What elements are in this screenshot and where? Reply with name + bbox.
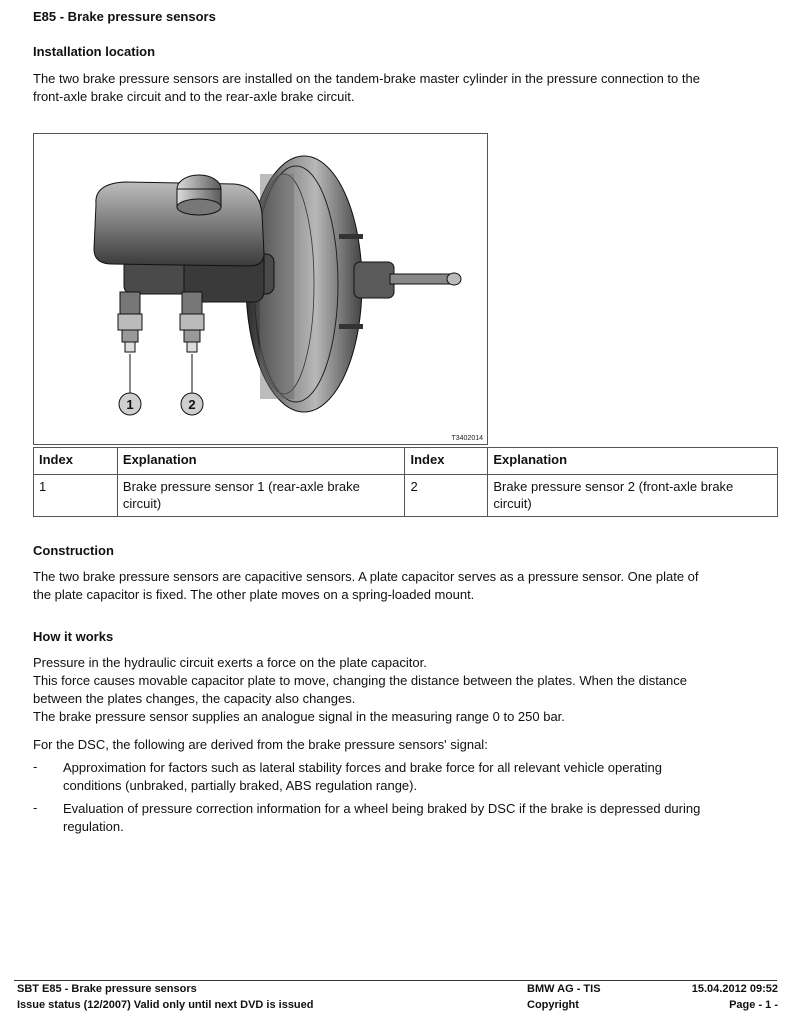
cell-explanation-2-line2: circuit): [493, 496, 532, 511]
how-it-works-heading: How it works: [33, 629, 114, 644]
footer-date: 15.04.2012 09:52: [691, 983, 778, 995]
brake-booster-figure: [33, 133, 488, 445]
footer-page-number: Page - 1 -: [729, 999, 778, 1011]
cell-index-2: 2: [405, 475, 488, 517]
cell-explanation-2-line1: Brake pressure sensor 2 (front-axle brake: [493, 479, 734, 494]
dsc-intro: For the DSC, the following are derived from the brake pressure sensors' signal:: [33, 737, 488, 752]
cell-explanation-2: [488, 475, 778, 517]
bullet-1: [63, 759, 773, 795]
cell-explanation-1: [117, 475, 405, 517]
footer-document-title: SBT E85 - Brake pressure sensors: [17, 983, 197, 995]
figure-code: T3402014: [451, 435, 483, 442]
how-it-works-line3: between the plates changes, the capacity also changes.: [33, 691, 356, 706]
installation-heading: Installation location: [33, 44, 156, 59]
bullet-2-line2: regulation.: [63, 819, 124, 834]
how-it-works-line1: Pressure in the hydraulic circuit exerts a force on the plate capacitor.: [33, 655, 427, 670]
footer-issue-status: Issue status (12/2007) Valid only until next DVD is issued: [17, 999, 314, 1011]
how-it-works-line2: This force causes movable capacitor plate to move, changing the distance between the plates. When the distance: [33, 673, 687, 688]
bullet-dash-1: -: [33, 759, 38, 774]
bullet-dash-2: -: [33, 800, 38, 815]
bullet-2-line1: Evaluation of pressure correction information for a wheel being braked by DSC if the brake is depressed during: [63, 801, 701, 816]
header-explanation-1: Explanation: [117, 448, 405, 475]
bullet-1-line1: Approximation for factors such as lateral stability forces and brake force for all relevant vehicle operating: [63, 760, 663, 775]
how-it-works-line4: The brake pressure sensor supplies an analogue signal in the measuring range 0 to 250 bar.: [33, 709, 565, 724]
header-index-2: Index: [405, 448, 488, 475]
index-table: [33, 447, 778, 517]
footer-divider: [14, 980, 777, 981]
installation-text-line1: The two brake pressure sensors are installed on the tandem-brake master cylinder in the pressure connection to the: [33, 71, 700, 86]
installation-text-line2: front-axle brake circuit and to the rear-axle brake circuit.: [33, 89, 355, 104]
footer-copyright: Copyright: [527, 999, 579, 1011]
footer-publisher: BMW AG - TIS: [527, 983, 601, 995]
page-title: E85 - Brake pressure sensors: [33, 9, 216, 24]
callout-1: 1: [126, 397, 134, 412]
sensor-2-drawing: [180, 292, 204, 352]
cell-explanation-1-line2: circuit): [122, 496, 162, 511]
construction-heading: Construction: [33, 543, 114, 558]
table-header-row: [34, 448, 778, 475]
cell-index-1: 1: [34, 475, 118, 517]
construction-text-line1: The two brake pressure sensors are capacitive sensors. A plate capacitor serves as a pressure sensor. One plate of: [33, 569, 699, 584]
brake-booster-illustration: [34, 134, 489, 446]
bullet-1-line2: conditions (unbraked, partially braked, ABS regulation range).: [63, 778, 418, 793]
cell-explanation-1-line1: Brake pressure sensor 1 (rear-axle brake: [122, 479, 360, 494]
header-explanation-2: Explanation: [488, 448, 778, 475]
sensor-1-drawing: [118, 292, 142, 352]
construction-text: [33, 568, 773, 604]
bullet-2: [63, 800, 773, 836]
callout-2: 2: [188, 397, 196, 412]
installation-text: [33, 70, 773, 106]
table-row: [34, 475, 778, 517]
construction-text-line2: the plate capacitor is fixed. The other plate moves on a spring-loaded mount.: [33, 587, 475, 602]
header-index-1: Index: [34, 448, 118, 475]
how-it-works-text: [33, 654, 773, 726]
